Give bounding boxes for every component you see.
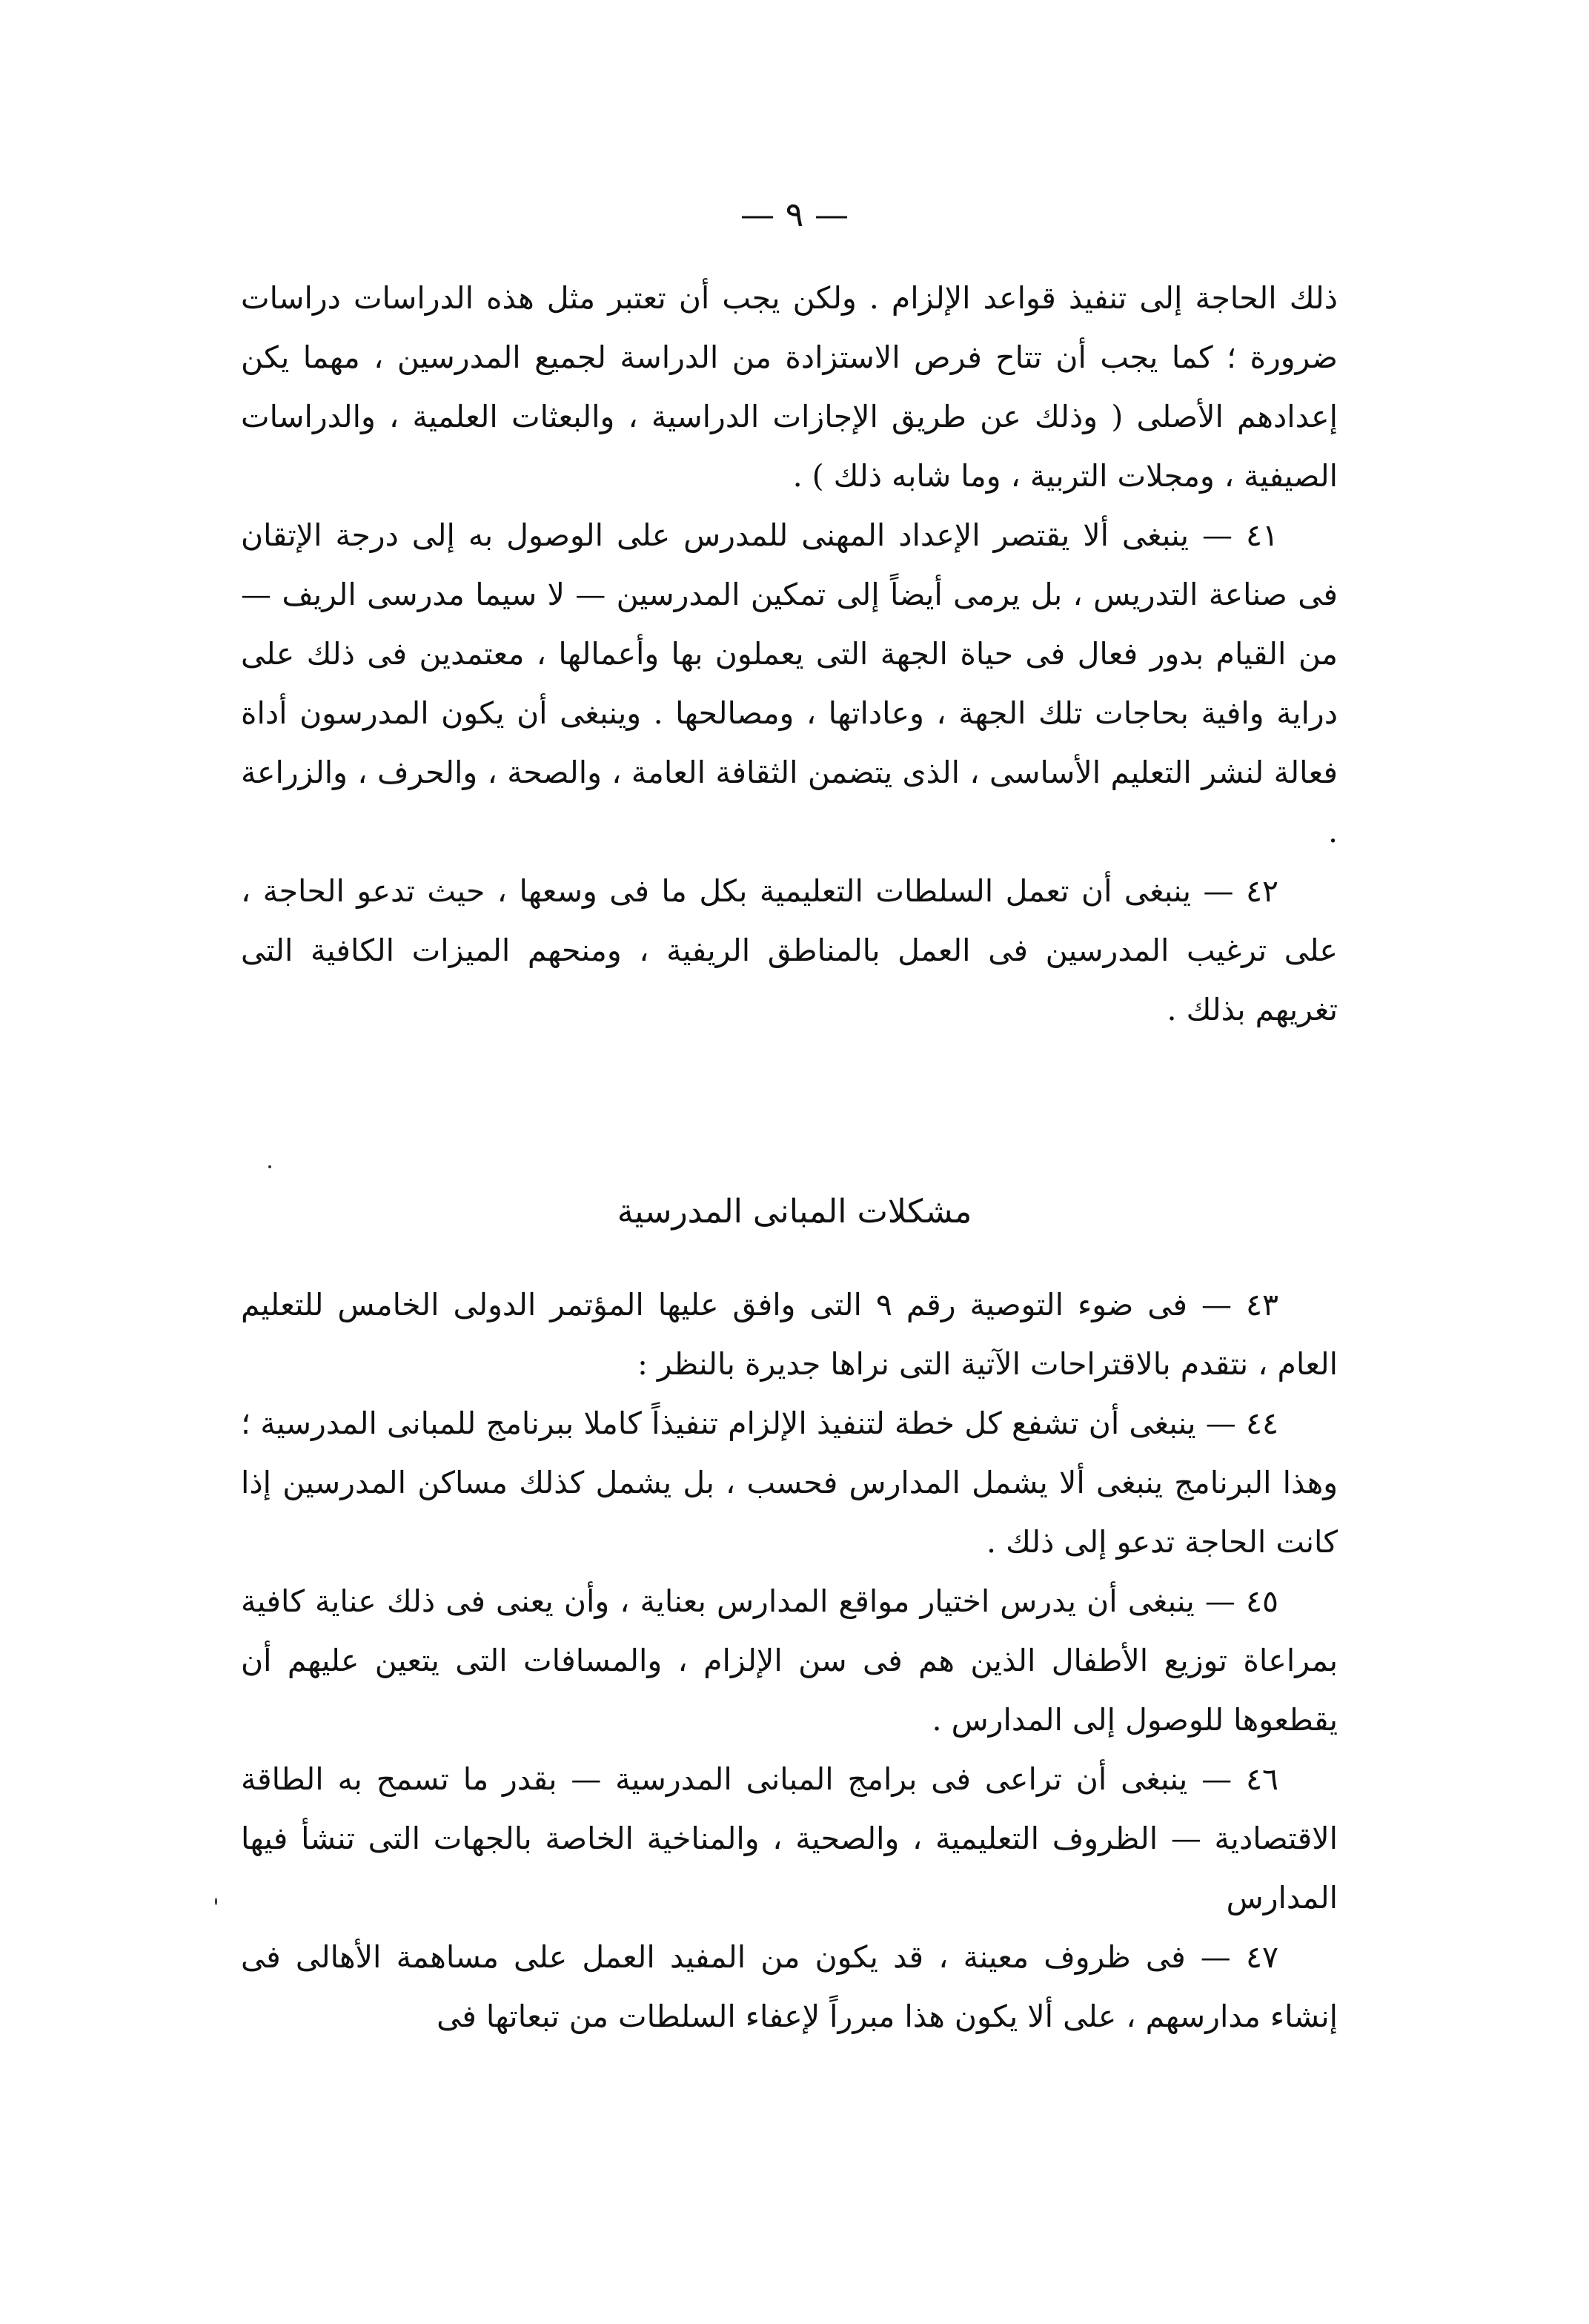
paragraph-45: ٤٥ — ينبغى أن يدرس اختيار مواقع المدارس بعناية ، وأن يعنى فى ذلك عناية كافية بمراعاة توزيع الأطفال الذين هم فى سن الإلزام ، والمسافات التى يتعين عليهم أن يقطعوها للوصول إلى المدارس .: [241, 1583, 1338, 1738]
print-speck: [268, 1165, 271, 1168]
paragraph-47: ٤٧ — فى ظروف معينة ، قد يكون من المفيد العمل على مساهمة الأهالى فى إنشاء مدارسهم ، على ألا يكون هذا مبرراً لإعفاء السلطات من تبعاتها فى: [241, 1939, 1338, 2034]
paragraph-41: ٤١ — ينبغى ألا يقتصر الإعداد المهنى للمدرس على الوصول به إلى درجة الإتقان فى صناعة التدريس ، بل يرمى أيضاً إلى تمكين المدرسين — لا سيما مدرسى الريف — من القيام بدور فعال فى حياة الجهة التى يعملون بها وأعمالها ، معتمدين فى ذلك على دراية وافية بحاجات تلك الجهة ، وعاداتها ، ومصالحها . وينبغى أن يكون المدرسون أداة فعالة لنشر التعليم الأساسى ، الذى يتضمن الثقافة العامة ، والصحة ، والحرف ، والزراعة .: [241, 517, 1338, 850]
section-heading: مشكلات المبانى المدرسية: [617, 1193, 972, 1231]
paragraph-43: ٤٣ — فى ضوء التوصية رقم ٩ التى وافق عليها المؤتمر الدولى الخامس للتعليم العام ، نتقدم بالاقتراحات الآتية التى نراها جديرة بالنظر :: [241, 1287, 1338, 1382]
print-speck: [215, 1898, 217, 1905]
paragraph-42: ٤٢ — ينبغى أن تعمل السلطات التعليمية بكل ما فى وسعها ، حيث تدعو الحاجة ، على ترغيب المدرسين فى العمل بالمناطق الريفية ، ومنحهم الميزات الكافية التى تغريهم بذلك .: [241, 873, 1338, 1027]
top-text-block: [241, 268, 1338, 1039]
paragraph-46: ٤٦ — ينبغى أن تراعى فى برامج المبانى المدرسية — بقدر ما تسمح به الطاقة الاقتصادية — الظروف التعليمية ، والصحية ، والمناخية الخاصة بالجهات التى تنشأ فيها المدارس: [241, 1761, 1338, 1916]
paragraph-44: ٤٤ — ينبغى أن تشفع كل خطة لتنفيذ الإلزام تنفيذاً كاملا ببرنامج للمبانى المدرسية ؛ وهذا البرنامج ينبغى ألا يشمل المدارس فحسب ، بل يشمل كذلك مساكن المدرسين إذا كانت الحاجة تدعو إلى ذلك .: [241, 1406, 1338, 1560]
paragraph-continuation: ذلك الحاجة إلى تنفيذ قواعد الإلزام . ولكن يجب أن تعتبر مثل هذه الدراسات دراسات ضرورة ؛ كما يجب أن تتاح فرص الاستزادة من الدراسة لجميع المدرسين ، مهما يكن إعدادهم الأصلى ( وذلك عن طريق الإجازات الدراسية ، والبعثات العلمية ، والدراسات الصيفية ، ومجلات التربية ، وما شابه ذلك ) .: [241, 280, 1338, 494]
bottom-text-block: [241, 1275, 1338, 2046]
page-number: — ٩ —: [740, 194, 849, 234]
